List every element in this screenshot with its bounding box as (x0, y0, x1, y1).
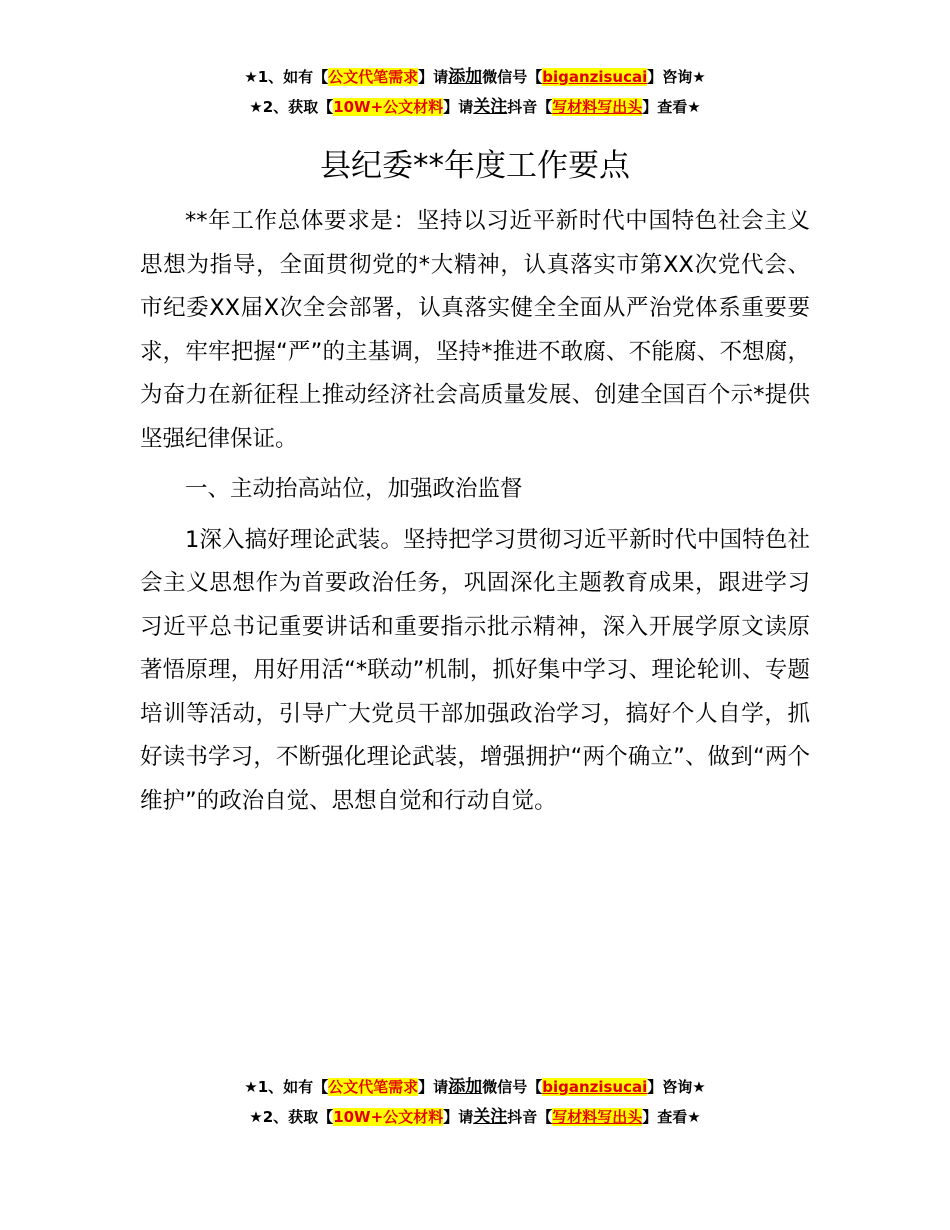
paragraph-item-1: 1深入搞好理论武装。坚持把学习贯彻习近平新时代中国特色社会主义思想作为首要政治任务，巩固深化主题教育成果，跟进学习习近平总书记重要讲话和重要指示批示精神，深入开展学原文读原著悟原理，用好用活“*联动”机制，抓好集中学习、理论轮训、专题培训等活动，引导广大党员干部加强政治学习，搞好个人自学，抓好读书学习，不断强化理论武装，增强拥护“两个确立”、做到“两个维护”的政治自觉、思想自觉和行动自觉。 (140, 526, 810, 814)
highlight-materials: 10W+公文材料 (333, 98, 444, 116)
emphasis-follow: 关注 (473, 1107, 508, 1127)
highlight-douyin-id: 写材料写出头 (552, 1108, 643, 1126)
emphasis-add: 添加 (448, 1077, 483, 1097)
highlight-service: 公文代笔需求 (328, 1078, 419, 1096)
document-title: 县纪委**年度工作要点 (320, 148, 630, 184)
highlight-wechat-id: biganzisucai (542, 68, 648, 86)
header-promo-banner (0, 62, 950, 122)
emphasis-follow: 关注 (473, 97, 508, 117)
highlight-materials: 10W+公文材料 (333, 1108, 444, 1126)
footer-promo-banner (0, 1072, 950, 1132)
section-heading-1: 一、主动抬高站位，加强政治监督 (185, 476, 523, 502)
paragraph-general-requirements: **年工作总体要求是：坚持以习近平新时代中国特色社会主义思想为指导，全面贯彻党的*大精神，认真落实市第XX次党代会、市纪委XX届X次全会部署，认真落实健全全面从严治党体系重要要求，牢牢把握“严”的主基调，坚持*推进不敢腐、不能腐、不想腐，为奋力在新征程上推动经济社会高质量发展、创建全国百个示*提供坚强纪律保证。 (140, 208, 810, 452)
highlight-service: 公文代笔需求 (328, 68, 419, 86)
promo-line-2: ★2、获取【10W+公文材料】请关注抖音【写材料写出头】查看★ (249, 1107, 701, 1127)
promo-line-1: ★1、如有【公文代笔需求】请添加微信号【biganzisucai】咨询★ (244, 67, 706, 87)
highlight-douyin-id: 写材料写出头 (552, 98, 643, 116)
emphasis-add: 添加 (448, 67, 483, 87)
promo-line-1: ★1、如有【公文代笔需求】请添加微信号【biganzisucai】咨询★ (244, 1077, 706, 1097)
promo-line-2: ★2、获取【10W+公文材料】请关注抖音【写材料写出头】查看★ (249, 97, 701, 117)
highlight-wechat-id: biganzisucai (542, 1078, 648, 1096)
document-body (140, 200, 810, 830)
